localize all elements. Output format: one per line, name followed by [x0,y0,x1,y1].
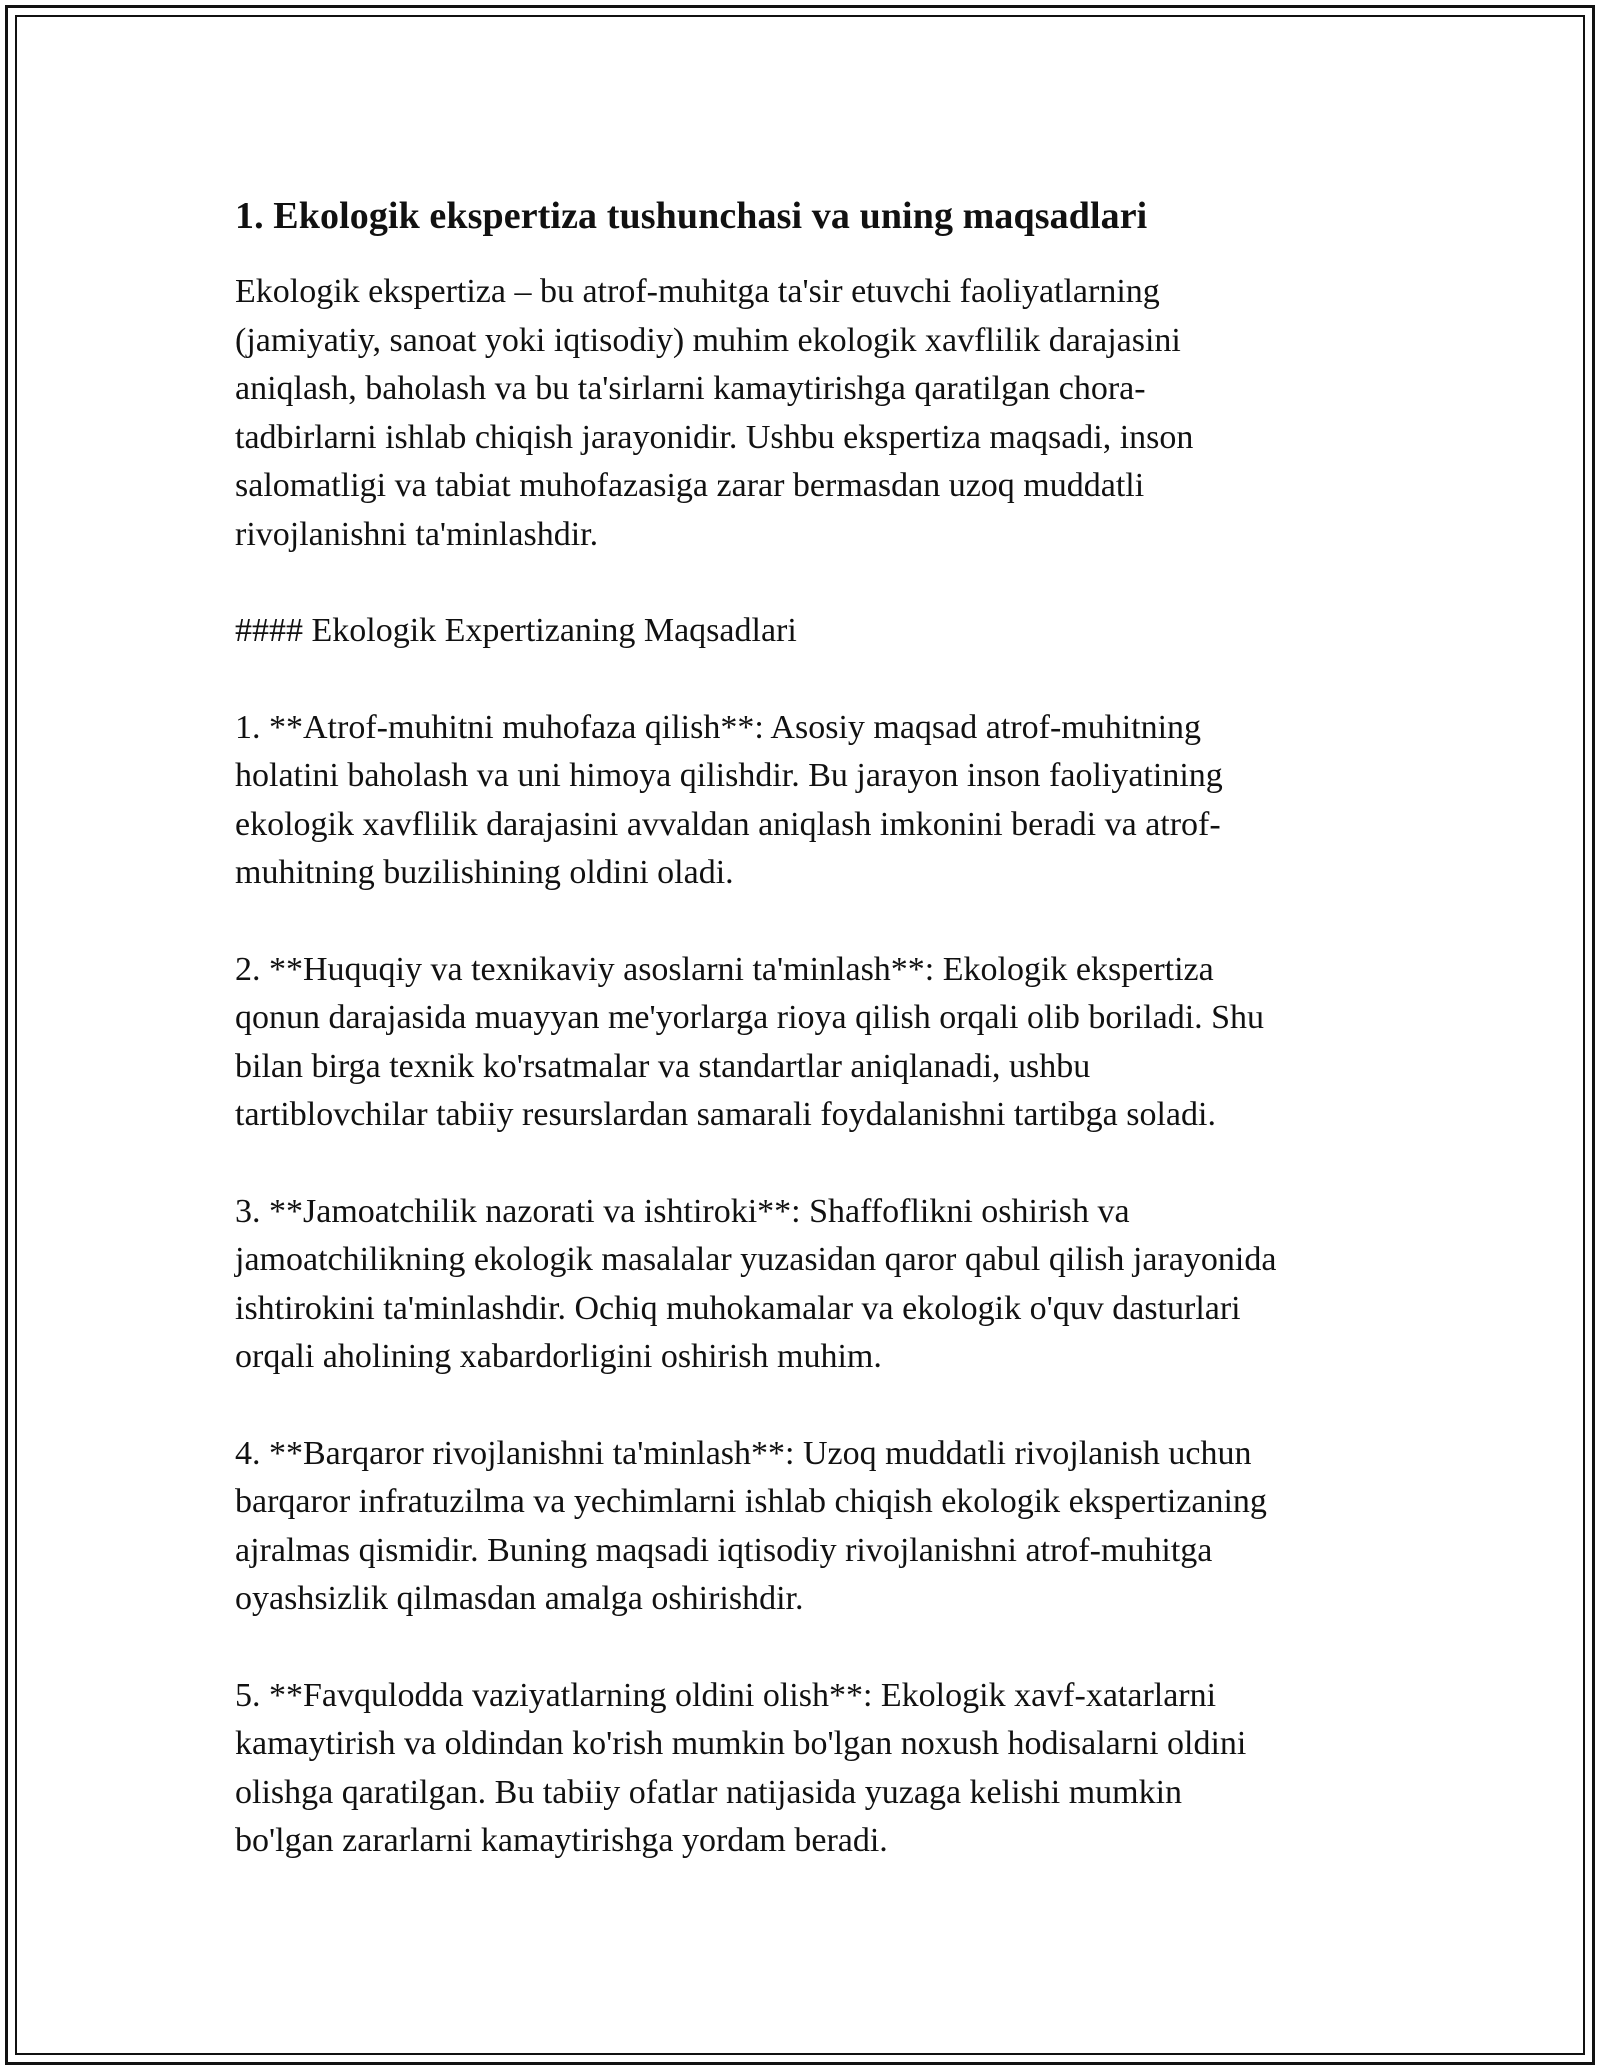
section-subheading: #### Ekologik Expertizaning Maqsadlari [235,612,797,649]
list-item: 5. **Favqulodda vaziyatlarning oldini olish**: Ekologik xavf-xatarlarni kamaytirish va oldindan ko'rish mumkin bo'lgan noxush hodisalarni oldini olishga qaratilgan. Bu tabiiy ofatlar natijasida yuzaga kelishi mumkin bo'lgan zararlarni kamaytirishga yordam beradi. [235,1676,1247,1859]
list-item: 3. **Jamoatchilik nazorati va ishtiroki**: Shaffoflikni oshirish va jamoatchilikning ekologik masalalar yuzasidan qaror qabul qilish jarayonida ishtirokini ta'minlashdir. Ochiq muhokamalar va ekologik o'quv dasturlari orqali aholining xabardorligini oshirish muhim. [235,1192,1277,1375]
list-item: 1. **Atrof-muhitni muhofaza qilish**: Asosiy maqsad atrof-muhitning holatini baholash va uni himoya qilishdir. Bu jarayon inson faoliyatining ekologik xavflilik darajasini avvaldan aniqlash imkonini beradi va atrof- muhitning buzilishining oldini oladi. [235,708,1223,891]
document-title: 1. Ekologik ekspertiza tushunchasi va uning maqsadlari [235,195,1148,237]
intro-paragraph: Ekologik ekspertiza – bu atrof-muhitga ta'sir etuvchi faoliyatlarning (jamiyatiy, sanoat yoki iqtisodiy) muhim ekologik xavflilik darajasini aniqlash, baholash va bu ta'sirlarni kamaytirishga qaratilgan chora- tadbirlarni ishlab chiqish jarayonidir. Ushbu ekspertiza maqsadi, inson salomatligi va tabiat muhofazasiga zarar bermasdan uzoq muddatli rivojlanishni ta'minlashdir. [235,273,1194,553]
list-item: 2. **Huquqiy va texnikaviy asoslarni ta'minlash**: Ekologik ekspertiza qonun darajasida muayyan me'yorlarga rioya qilish orqali olib boriladi. Shu bilan birga texnik ko'rsatmalar va standartlar aniqlanadi, ushbu tartiblovchilar tabiiy resurslardan samarali foydalanishni tartibga soladi. [235,950,1265,1133]
document-body [235,186,1365,1866]
list-item: 4. **Barqaror rivojlanishni ta'minlash**: Uzoq muddatli rivojlanish uchun barqaror infratuzilma va yechimlarni ishlab chiqish ekologik ekspertizaning ajralmas qismidir. Buning maqsadi iqtisodiy rivojlanishni atrof-muhitga oyashsizlik qilmasdan amalga oshirishdir. [235,1434,1267,1617]
